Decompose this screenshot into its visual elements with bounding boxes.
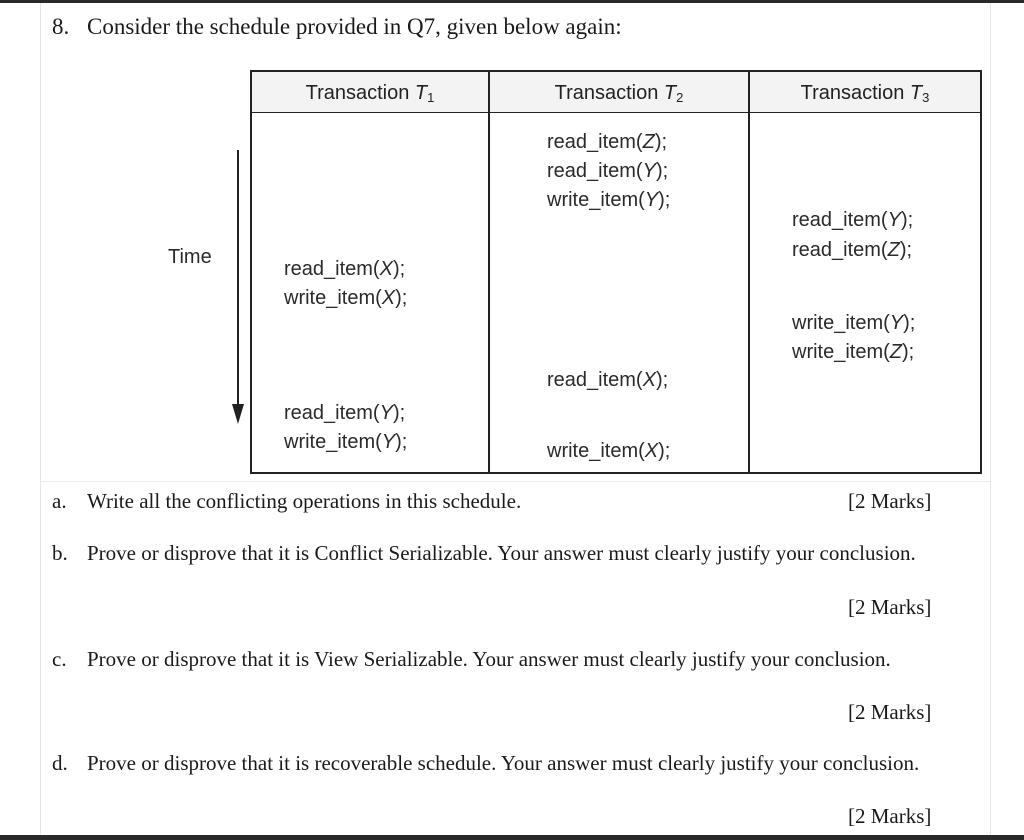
t3-op: write_item(Y);	[792, 312, 916, 334]
t2-op: write_item(X);	[547, 440, 671, 462]
time-arrow-head	[232, 404, 244, 424]
part-label: b.	[52, 541, 68, 565]
header-var: T	[414, 82, 428, 104]
header-prefix: Transaction	[554, 82, 664, 104]
t1-op: read_item(X);	[284, 258, 406, 280]
part-text: Prove or disprove that it is View Serializable. Your answer must clearly justify your conclusion.	[87, 647, 891, 671]
header-transaction-t1	[252, 72, 488, 112]
part-a-marks: [2 Marks]	[848, 489, 932, 513]
question-text: Consider the schedule provided in Q7, given below again:	[87, 14, 622, 39]
time-arrow-shaft	[237, 150, 239, 408]
left-page-edge	[40, 3, 41, 835]
part-text: Prove or disprove that it is Conflict Serializable. Your answer must clearly justify your conclusion.	[87, 541, 916, 565]
column-divider	[488, 72, 490, 472]
part-label: a.	[52, 489, 67, 513]
part-text: Prove or disprove that it is recoverable schedule. Your answer must clearly justify your conclusion.	[87, 751, 920, 775]
header-transaction-t2	[490, 72, 748, 112]
t3-op: read_item(Z);	[792, 239, 913, 261]
part-c	[52, 647, 891, 672]
t2-op: read_item(X);	[547, 369, 669, 391]
right-page-edge	[990, 3, 991, 835]
question-number: 8.	[52, 14, 70, 39]
t1-op: read_item(Y);	[284, 402, 406, 424]
t3-op: write_item(Z);	[792, 341, 915, 363]
header-var: T	[909, 82, 923, 104]
column-divider	[748, 72, 750, 472]
header-subscript: 2	[676, 90, 684, 105]
header-prefix: Transaction	[305, 82, 415, 104]
top-border	[0, 0, 1024, 3]
t2-op: write_item(Y);	[547, 189, 671, 211]
t1-op: write_item(X);	[284, 287, 408, 309]
header-prefix: Transaction	[800, 82, 910, 104]
part-d-marks: [2 Marks]	[848, 804, 932, 828]
schedule-table	[250, 70, 982, 474]
header-transaction-t3	[750, 72, 980, 112]
part-text: Write all the conflicting operations in this schedule.	[87, 489, 522, 513]
part-c-marks: [2 Marks]	[848, 700, 932, 724]
t2-op: read_item(Z);	[547, 131, 668, 153]
part-label: d.	[52, 751, 68, 775]
part-a	[52, 489, 521, 514]
part-d	[52, 751, 919, 776]
header-subscript: 1	[427, 90, 435, 105]
header-var: T	[663, 82, 677, 104]
section-divider	[41, 481, 990, 482]
part-b	[52, 541, 916, 566]
part-b-marks: [2 Marks]	[848, 595, 932, 619]
t1-op: write_item(Y);	[284, 431, 408, 453]
bottom-border	[0, 835, 1024, 840]
part-label: c.	[52, 647, 67, 671]
question-heading	[52, 14, 622, 40]
time-axis-label: Time	[168, 246, 212, 268]
t2-op: read_item(Y);	[547, 160, 669, 182]
header-subscript: 3	[922, 90, 930, 105]
t3-op: read_item(Y);	[792, 209, 914, 231]
